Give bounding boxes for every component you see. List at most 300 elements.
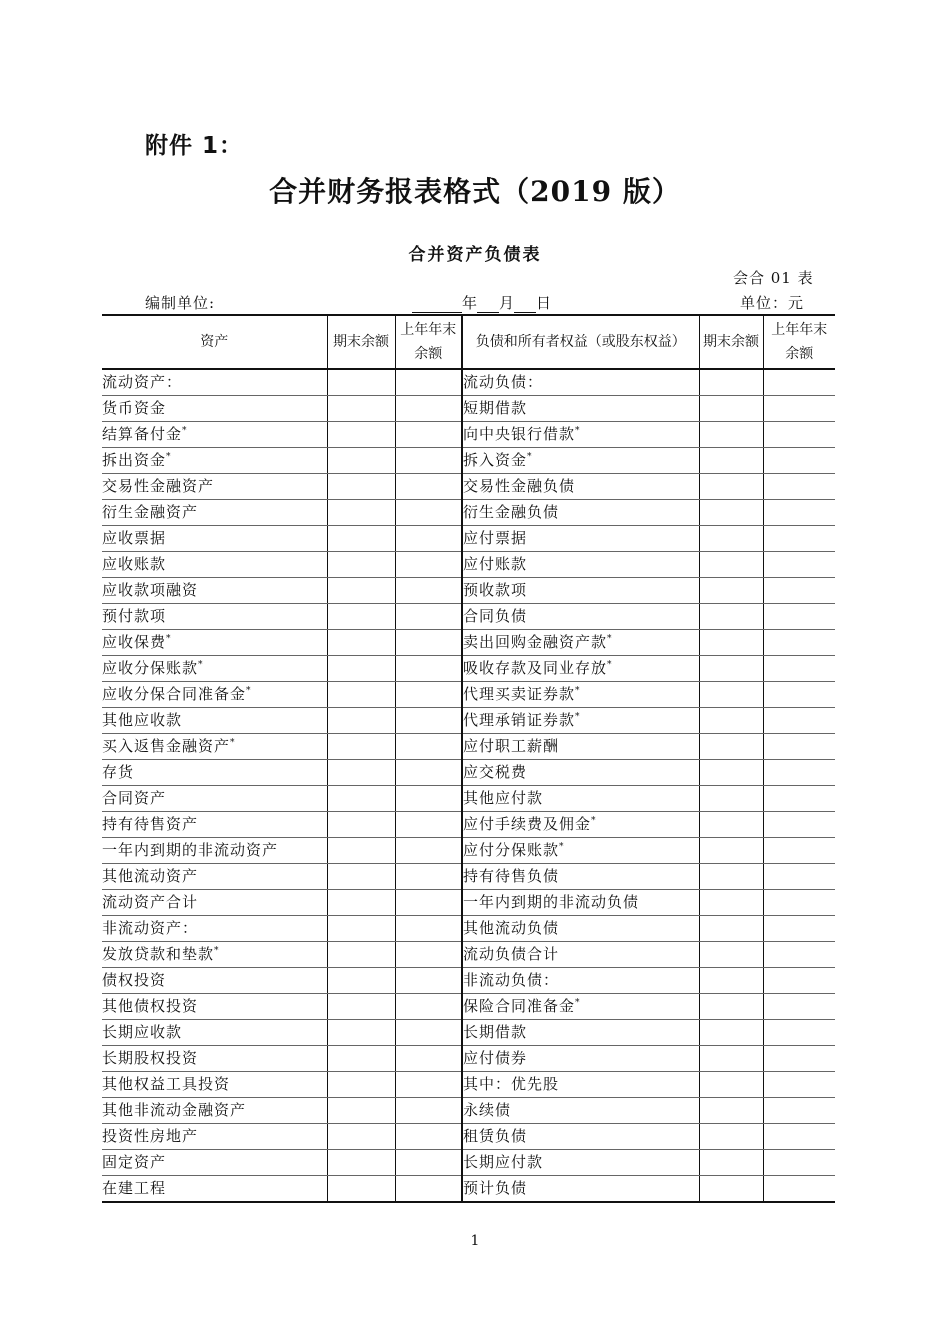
asset-item-text: 衍生金融资产 — [102, 503, 199, 521]
liability-item-text: 吸收存款及同业存放 — [463, 659, 608, 677]
asset-item — [102, 838, 327, 864]
asset-end-balance-cell — [327, 734, 395, 760]
col-end-balance-right: 期末余额 — [699, 315, 763, 369]
year-label: 年 — [462, 294, 478, 312]
liability-end-balance-cell — [699, 864, 763, 890]
asset-item-text: 拆出资金 — [102, 451, 167, 469]
asset-item — [102, 1150, 327, 1176]
liability-prev-balance-cell — [763, 526, 835, 552]
asset-prev-balance-cell — [395, 916, 462, 942]
asset-end-balance-cell — [327, 578, 395, 604]
month-blank — [477, 295, 499, 313]
asset-item — [102, 994, 327, 1020]
footnote-asterisk: * — [182, 426, 188, 436]
asset-prev-balance-cell — [395, 734, 462, 760]
col-liabilities: 负债和所有者权益（或股东权益） — [462, 315, 699, 369]
liability-end-balance-cell — [699, 1176, 763, 1203]
report-date — [412, 292, 551, 313]
asset-item — [102, 916, 327, 942]
liability-item — [462, 682, 699, 708]
table-row — [102, 1176, 835, 1203]
table-row — [102, 1046, 835, 1072]
liability-prev-balance-cell — [763, 1046, 835, 1072]
liability-item-text: 交易性金融负债 — [463, 477, 576, 495]
asset-item-text: 其他非流动金融资产 — [102, 1101, 247, 1119]
liability-prev-balance-cell — [763, 578, 835, 604]
asset-item — [102, 682, 327, 708]
liability-item — [462, 838, 699, 864]
footnote-asterisk: * — [575, 998, 581, 1008]
asset-end-balance-cell — [327, 630, 395, 656]
liability-item — [462, 864, 699, 890]
liability-prev-balance-cell — [763, 552, 835, 578]
asset-prev-balance-cell — [395, 526, 462, 552]
footnote-asterisk: * — [166, 452, 172, 462]
liability-end-balance-cell — [699, 474, 763, 500]
liability-item — [462, 734, 699, 760]
liability-item-text: 长期借款 — [463, 1023, 528, 1041]
liability-item — [462, 448, 699, 474]
asset-end-balance-cell — [327, 760, 395, 786]
footnote-asterisk: * — [527, 452, 533, 462]
asset-item-text: 应收款项融资 — [102, 581, 199, 599]
asset-item-text: 货币资金 — [102, 399, 167, 417]
liability-end-balance-cell — [699, 552, 763, 578]
asset-item — [102, 552, 327, 578]
liability-end-balance-cell — [699, 448, 763, 474]
table-row — [102, 474, 835, 500]
asset-prev-balance-cell — [395, 1150, 462, 1176]
table-row — [102, 369, 835, 396]
table-row — [102, 708, 835, 734]
liability-item-text: 保险合同准备金 — [463, 997, 576, 1015]
compiler-label: 编制单位: — [145, 294, 216, 312]
table-row — [102, 1072, 835, 1098]
liability-item — [462, 630, 699, 656]
table-row — [102, 1098, 835, 1124]
liability-end-balance-cell — [699, 369, 763, 396]
liability-item — [462, 1098, 699, 1124]
asset-prev-balance-cell — [395, 1124, 462, 1150]
asset-end-balance-cell — [327, 1020, 395, 1046]
liability-end-balance-cell — [699, 942, 763, 968]
liability-end-balance-cell — [699, 786, 763, 812]
asset-prev-balance-cell — [395, 994, 462, 1020]
liability-prev-balance-cell — [763, 760, 835, 786]
liability-prev-balance-cell — [763, 1150, 835, 1176]
footnote-asterisk: * — [246, 686, 252, 696]
asset-item — [102, 1046, 327, 1072]
asset-prev-balance-cell — [395, 1072, 462, 1098]
asset-prev-balance-cell — [395, 656, 462, 682]
liability-prev-balance-cell — [763, 708, 835, 734]
liability-prev-balance-cell — [763, 604, 835, 630]
table-title: 合并资产负债表 — [408, 245, 542, 265]
asset-item-text: 投资性房地产 — [102, 1127, 199, 1145]
table-row — [102, 1124, 835, 1150]
asset-end-balance-cell — [327, 448, 395, 474]
liability-end-balance-cell — [699, 760, 763, 786]
asset-prev-balance-cell — [395, 864, 462, 890]
liability-end-balance-cell — [699, 1046, 763, 1072]
asset-item — [102, 500, 327, 526]
table-row — [102, 864, 835, 890]
liability-end-balance-cell — [699, 1020, 763, 1046]
page-title: 合并财务报表格式（2019 版） — [269, 175, 681, 208]
page-number: 1 — [470, 1233, 480, 1249]
asset-prev-balance-cell — [395, 369, 462, 396]
asset-item-text: 应收分保合同准备金 — [102, 685, 247, 703]
liability-end-balance-cell — [699, 578, 763, 604]
asset-prev-balance-cell — [395, 630, 462, 656]
table-row — [102, 630, 835, 656]
asset-item — [102, 396, 327, 422]
asset-end-balance-cell — [327, 604, 395, 630]
asset-item-text: 其他债权投资 — [102, 997, 199, 1015]
asset-item-text: 其他权益工具投资 — [102, 1075, 231, 1093]
table-row — [102, 968, 835, 994]
col-end-balance: 期末余额 — [327, 315, 395, 369]
col-prev-balance — [395, 315, 462, 369]
asset-end-balance-cell — [327, 369, 395, 396]
asset-prev-balance-cell — [395, 422, 462, 448]
asset-end-balance-cell — [327, 708, 395, 734]
asset-end-balance-cell — [327, 1098, 395, 1124]
asset-prev-balance-cell — [395, 838, 462, 864]
table-row — [102, 422, 835, 448]
asset-item-text: 一年内到期的非流动资产 — [102, 841, 279, 859]
table-row — [102, 656, 835, 682]
footnote-asterisk: * — [575, 712, 581, 722]
liability-item-text: 应付分保账款 — [463, 841, 560, 859]
asset-item-text: 其他应收款 — [102, 711, 183, 729]
liability-prev-balance-cell — [763, 1020, 835, 1046]
col-prev-balance-right-line2: 余额 — [785, 346, 814, 362]
asset-prev-balance-cell — [395, 578, 462, 604]
liability-item-text: 应付职工薪酬 — [463, 737, 560, 755]
asset-item-text: 其他流动资产 — [102, 867, 199, 885]
asset-end-balance-cell — [327, 864, 395, 890]
table-row — [102, 526, 835, 552]
liability-end-balance-cell — [699, 1098, 763, 1124]
footnote-asterisk: * — [214, 946, 220, 956]
asset-item — [102, 734, 327, 760]
asset-end-balance-cell — [327, 812, 395, 838]
liability-prev-balance-cell — [763, 1176, 835, 1203]
table-row — [102, 812, 835, 838]
liability-prev-balance-cell — [763, 968, 835, 994]
liability-item-text: 其他应付款 — [463, 789, 544, 807]
asset-prev-balance-cell — [395, 552, 462, 578]
liability-item — [462, 1072, 699, 1098]
asset-prev-balance-cell — [395, 786, 462, 812]
asset-prev-balance-cell — [395, 812, 462, 838]
liability-item — [462, 942, 699, 968]
asset-prev-balance-cell — [395, 1020, 462, 1046]
liability-item-text: 持有待售负债 — [463, 867, 560, 885]
asset-item — [102, 1020, 327, 1046]
liability-item — [462, 500, 699, 526]
table-row — [102, 734, 835, 760]
liability-item — [462, 786, 699, 812]
asset-prev-balance-cell — [395, 604, 462, 630]
table-row — [102, 500, 835, 526]
liability-prev-balance-cell — [763, 448, 835, 474]
liability-prev-balance-cell — [763, 994, 835, 1020]
asset-item-text: 流动资产： — [102, 373, 183, 391]
asset-end-balance-cell — [327, 890, 395, 916]
form-number: 会合 01 表 — [733, 269, 814, 287]
liability-item-text: 租赁负债 — [463, 1127, 528, 1145]
asset-prev-balance-cell — [395, 1176, 462, 1203]
asset-item-text: 买入返售金融资产 — [102, 737, 231, 755]
balance-sheet-table — [102, 314, 835, 1203]
liability-item — [462, 1124, 699, 1150]
liability-item-text: 预计负债 — [463, 1179, 528, 1197]
liability-prev-balance-cell — [763, 812, 835, 838]
liability-item — [462, 422, 699, 448]
liability-end-balance-cell — [699, 838, 763, 864]
table-row — [102, 396, 835, 422]
liability-prev-balance-cell — [763, 682, 835, 708]
currency-unit: 单位：元 — [740, 294, 805, 312]
table-row — [102, 448, 835, 474]
asset-item — [102, 604, 327, 630]
asset-item-text: 应收票据 — [102, 529, 167, 547]
footnote-asterisk: * — [591, 816, 597, 826]
table-row — [102, 682, 835, 708]
liability-item-text: 应付账款 — [463, 555, 528, 573]
liability-item — [462, 1046, 699, 1072]
asset-item — [102, 786, 327, 812]
asset-prev-balance-cell — [395, 708, 462, 734]
asset-item-text: 长期应收款 — [102, 1023, 183, 1041]
asset-end-balance-cell — [327, 474, 395, 500]
asset-item-text: 应收保费 — [102, 633, 167, 651]
liability-end-balance-cell — [699, 1124, 763, 1150]
liability-item-text: 永续债 — [463, 1101, 512, 1119]
liability-item-text: 卖出回购金融资产款 — [463, 633, 608, 651]
table-row — [102, 916, 835, 942]
liability-item — [462, 994, 699, 1020]
asset-item — [102, 942, 327, 968]
asset-item-text: 应收账款 — [102, 555, 167, 573]
liability-end-balance-cell — [699, 500, 763, 526]
liability-end-balance-cell — [699, 422, 763, 448]
footnote-asterisk: * — [559, 842, 565, 852]
footnote-asterisk: * — [230, 738, 236, 748]
liability-end-balance-cell — [699, 630, 763, 656]
asset-item-text: 结算备付金 — [102, 425, 183, 443]
table-row — [102, 890, 835, 916]
liability-item — [462, 578, 699, 604]
asset-item — [102, 656, 327, 682]
asset-end-balance-cell — [327, 500, 395, 526]
asset-prev-balance-cell — [395, 968, 462, 994]
liability-item — [462, 369, 699, 396]
liability-item-text: 衍生金融负债 — [463, 503, 560, 521]
asset-end-balance-cell — [327, 838, 395, 864]
liability-prev-balance-cell — [763, 369, 835, 396]
asset-end-balance-cell — [327, 552, 395, 578]
liability-item — [462, 604, 699, 630]
asset-item — [102, 1176, 327, 1203]
liability-prev-balance-cell — [763, 474, 835, 500]
asset-item-text: 合同资产 — [102, 789, 167, 807]
liability-item-text: 预收款项 — [463, 581, 528, 599]
asset-item — [102, 526, 327, 552]
asset-end-balance-cell — [327, 1072, 395, 1098]
asset-item-text: 非流动资产： — [102, 919, 199, 937]
asset-item — [102, 422, 327, 448]
asset-item — [102, 578, 327, 604]
liability-end-balance-cell — [699, 708, 763, 734]
asset-item-text: 流动资产合计 — [102, 893, 199, 911]
asset-item-text: 交易性金融资产 — [102, 477, 215, 495]
liability-prev-balance-cell — [763, 422, 835, 448]
table-row — [102, 604, 835, 630]
asset-end-balance-cell — [327, 942, 395, 968]
asset-end-balance-cell — [327, 682, 395, 708]
liability-item-text: 长期应付款 — [463, 1153, 544, 1171]
liability-prev-balance-cell — [763, 890, 835, 916]
liability-prev-balance-cell — [763, 942, 835, 968]
table-row — [102, 760, 835, 786]
asset-item — [102, 1124, 327, 1150]
col-prev-balance-line1: 上年年末 — [400, 322, 457, 338]
asset-item — [102, 474, 327, 500]
table-row — [102, 942, 835, 968]
asset-end-balance-cell — [327, 526, 395, 552]
asset-item-text: 持有待售资产 — [102, 815, 199, 833]
asset-item — [102, 448, 327, 474]
liability-item-text: 短期借款 — [463, 399, 528, 417]
liability-prev-balance-cell — [763, 864, 835, 890]
liability-item-text: 合同负债 — [463, 607, 528, 625]
table-row — [102, 786, 835, 812]
liability-end-balance-cell — [699, 1150, 763, 1176]
liability-item-text: 流动负债合计 — [463, 945, 560, 963]
footnote-asterisk: * — [607, 660, 613, 670]
liability-item — [462, 474, 699, 500]
asset-item — [102, 1098, 327, 1124]
asset-item-text: 长期股权投资 — [102, 1049, 199, 1067]
liability-item — [462, 552, 699, 578]
liability-end-balance-cell — [699, 994, 763, 1020]
asset-item — [102, 968, 327, 994]
table-row — [102, 1150, 835, 1176]
asset-end-balance-cell — [327, 656, 395, 682]
attachment-label: 附件 1： — [145, 133, 244, 159]
asset-end-balance-cell — [327, 422, 395, 448]
liability-end-balance-cell — [699, 890, 763, 916]
asset-prev-balance-cell — [395, 942, 462, 968]
liability-prev-balance-cell — [763, 838, 835, 864]
asset-end-balance-cell — [327, 396, 395, 422]
liability-item-text: 向中央银行借款 — [463, 425, 576, 443]
liability-item-text: 非流动负债： — [463, 971, 560, 989]
asset-item-text: 应收分保账款 — [102, 659, 199, 677]
asset-prev-balance-cell — [395, 682, 462, 708]
table-row — [102, 1020, 835, 1046]
table-row — [102, 838, 835, 864]
asset-item-text: 固定资产 — [102, 1153, 167, 1171]
asset-end-balance-cell — [327, 1124, 395, 1150]
col-prev-balance-right-line1: 上年年末 — [771, 322, 828, 338]
table-row — [102, 994, 835, 1020]
liability-item — [462, 1176, 699, 1203]
liability-item-text: 应付债券 — [463, 1049, 528, 1067]
asset-prev-balance-cell — [395, 396, 462, 422]
asset-end-balance-cell — [327, 994, 395, 1020]
table-row — [102, 552, 835, 578]
asset-prev-balance-cell — [395, 760, 462, 786]
liability-prev-balance-cell — [763, 630, 835, 656]
asset-item — [102, 708, 327, 734]
liability-prev-balance-cell — [763, 656, 835, 682]
asset-item — [102, 864, 327, 890]
liability-prev-balance-cell — [763, 500, 835, 526]
liability-item-text: 拆入资金 — [463, 451, 528, 469]
asset-end-balance-cell — [327, 1046, 395, 1072]
liability-end-balance-cell — [699, 916, 763, 942]
liability-end-balance-cell — [699, 396, 763, 422]
asset-prev-balance-cell — [395, 1098, 462, 1124]
asset-item — [102, 369, 327, 396]
liability-item-text: 应付票据 — [463, 529, 528, 547]
liability-end-balance-cell — [699, 526, 763, 552]
liability-item — [462, 526, 699, 552]
asset-item — [102, 630, 327, 656]
liability-item — [462, 812, 699, 838]
liability-end-balance-cell — [699, 812, 763, 838]
liability-item-text: 应付手续费及佣金 — [463, 815, 592, 833]
asset-end-balance-cell — [327, 1150, 395, 1176]
table-row — [102, 578, 835, 604]
liability-end-balance-cell — [699, 682, 763, 708]
asset-item — [102, 890, 327, 916]
liability-end-balance-cell — [699, 734, 763, 760]
liability-end-balance-cell — [699, 604, 763, 630]
asset-prev-balance-cell — [395, 1046, 462, 1072]
asset-end-balance-cell — [327, 916, 395, 942]
footnote-asterisk: * — [575, 426, 581, 436]
liability-item-text: 应交税费 — [463, 763, 528, 781]
asset-item-text: 存货 — [102, 763, 135, 781]
col-prev-balance-right — [763, 315, 835, 369]
liability-item-text: 流动负债： — [463, 373, 544, 391]
month-label: 月 — [499, 294, 515, 312]
liability-prev-balance-cell — [763, 396, 835, 422]
asset-item — [102, 812, 327, 838]
liability-item — [462, 656, 699, 682]
liability-end-balance-cell — [699, 1072, 763, 1098]
year-blank — [412, 295, 462, 313]
liability-prev-balance-cell — [763, 734, 835, 760]
table-header-row — [102, 315, 835, 369]
asset-item-text: 发放贷款和垫款 — [102, 945, 215, 963]
asset-prev-balance-cell — [395, 448, 462, 474]
liability-item — [462, 708, 699, 734]
liability-prev-balance-cell — [763, 916, 835, 942]
asset-item-text: 债权投资 — [102, 971, 167, 989]
footnote-asterisk: * — [198, 660, 204, 670]
liability-prev-balance-cell — [763, 1124, 835, 1150]
asset-prev-balance-cell — [395, 890, 462, 916]
liability-item — [462, 760, 699, 786]
col-prev-balance-line2: 余额 — [414, 346, 443, 362]
liability-item — [462, 890, 699, 916]
